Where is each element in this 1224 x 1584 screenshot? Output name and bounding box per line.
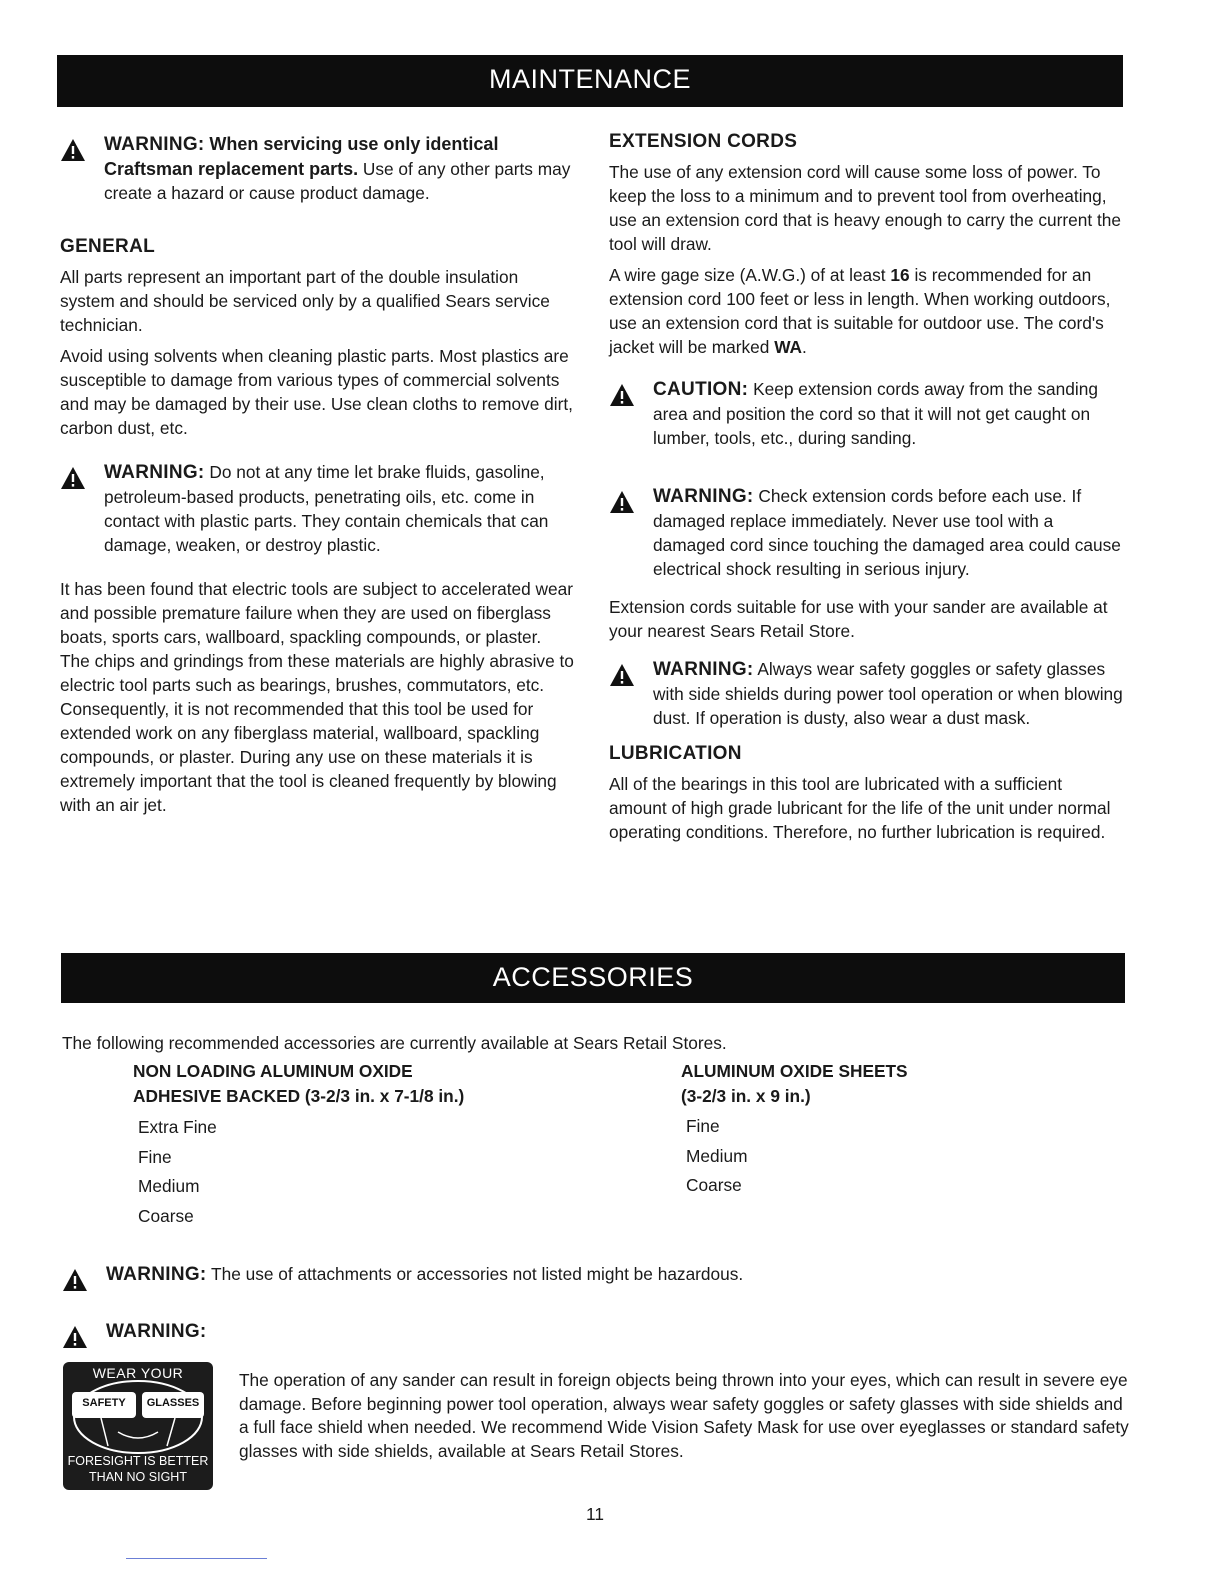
badge-bottom-text-1: FORESIGHT IS BETTER <box>67 1454 209 1468</box>
warning-text: The use of attachments or accessories not listed might be hazardous. <box>206 1264 744 1284</box>
extension-availability: Extension cords suitable for use with your sander are available at your nearest Sears Retail Store. <box>609 597 1108 641</box>
warning-label: WARNING: <box>653 659 754 680</box>
list-item: Coarse <box>138 1205 194 1226</box>
warning-safety-goggles <box>609 657 1124 730</box>
right-heading-2: (3-2/3 in. x 9 in.) <box>681 1086 811 1106</box>
warning-label: WARNING: <box>653 486 754 507</box>
maintenance-header <box>57 55 1123 107</box>
extension-p2-end: . <box>802 337 807 357</box>
caution-text: Keep extension cords away from the sanding area and position the cord so that it will not get caught on lumber, tools, etc., during sanding. <box>653 379 1098 448</box>
extension-p2-text-a: A wire gage size (A.W.G.) of at least <box>609 265 891 285</box>
warning-bold-text: When servicing use only identical Craftsman replacement parts. <box>104 134 499 179</box>
warning-text: Check extension cords before each use. If damaged replace immediately. Never use tool with a damaged cord since touching the damaged area could cause electrical shock resulting in serious injury. <box>653 486 1121 579</box>
warning-attachments <box>62 1262 1122 1287</box>
accessories-intro: The following recommended accessories are currently available at Sears Retail Stores. <box>62 1033 727 1053</box>
warning-label: WARNING: <box>104 462 205 483</box>
warning-triangle-icon <box>609 663 635 687</box>
accessories-right-list <box>681 1059 1101 1203</box>
list-item: Coarse <box>686 1175 742 1195</box>
caution-cord-position <box>609 377 1124 450</box>
badge-safety-word: SAFETY <box>82 1397 126 1409</box>
maintenance-right-column <box>609 130 1124 851</box>
general-heading: GENERAL <box>60 236 155 257</box>
list-item: Fine <box>138 1146 172 1167</box>
warning-triangle-icon <box>62 1268 88 1292</box>
warning-check-cords <box>609 484 1124 581</box>
warning-text: Do not at any time let brake fluids, gasoline, petroleum-based products, penetrating oils, etc. come in contact with plastic parts. They contain chemicals that can damage, weaken, or destroy plastic. <box>104 462 549 555</box>
list-item: Extra Fine <box>138 1117 217 1137</box>
extension-p2-text-b: is recommended for an extension cord 100 feet or less in length. When working outdoors, use an extension cord that is suitable for outdoor use. The cord's jacket will be marked <box>609 265 1111 357</box>
warning-label: WARNING: <box>106 1264 207 1285</box>
general-paragraph-1: All parts represent an important part of the double insulation system and should be serviced only by a qualified Sears service technician. <box>60 267 550 335</box>
fiberglass-paragraph: It has been found that electric tools are subject to accelerated wear and possible premature failure when they are used on fiberglass boats, sports cars, wallboard, spackling compounds, or plaster. The chips and grindings from these materials are highly abrasive to electric tool parts such as bearings, brushes, commutators, etc. Consequently, it is not recommended that this tool be used for extended work on any fiberglass material, wallboard, spackling compounds, or plaster. During any use on these materials it is extremely important that the tool is cleaned frequently by blowing with an air jet. <box>60 579 574 815</box>
left-heading-2: ADHESIVE BACKED (3-2/3 in. x 7-1/8 in.) <box>133 1086 465 1106</box>
list-item: Fine <box>686 1116 720 1136</box>
lubrication-paragraph: All of the bearings in this tool are lubricated with a sufficient amount of high grade lubricant for the life of the unit under normal operating conditions. Therefore, no further lubrication is required. <box>609 774 1111 842</box>
lubrication-heading: LUBRICATION <box>609 743 742 764</box>
warning-replacement-parts <box>60 132 575 205</box>
warning-triangle-icon <box>60 138 86 162</box>
warning-triangle-icon <box>62 1325 88 1349</box>
warning-text: Use of any other parts may create a hazard or cause product damage. <box>104 159 571 203</box>
page-number: 11 <box>586 1504 604 1524</box>
accessories-header <box>61 953 1125 1003</box>
warning-text: Always wear safety goggles or safety glasses with side shields during power tool operation or when blowing dust. If operation is dusty, also wear a dust mask. <box>653 659 1123 728</box>
accessories-title: ACCESSORIES <box>492 962 694 992</box>
safety-glasses-badge <box>63 1362 213 1490</box>
list-item: Medium <box>138 1176 200 1196</box>
extension-paragraph-1: The use of any extension cord will cause some loss of power. To keep the loss to a minimum and to prevent tool from overheating, use an extension cord that is heavy enough to carry the current the tool will draw. <box>609 162 1122 254</box>
extension-paragraph-2 <box>609 263 1124 359</box>
warning-triangle-icon <box>60 466 86 490</box>
badge-glasses-word: GLASSES <box>146 1397 200 1409</box>
wa-marking: WA <box>774 337 803 357</box>
maintenance-left-column <box>60 132 575 824</box>
caution-label: CAUTION: <box>653 379 749 400</box>
badge-bottom-text-2: THAN NO SIGHT <box>89 1470 187 1484</box>
warning-triangle-icon <box>609 490 635 514</box>
warning-eye-protection <box>62 1319 462 1344</box>
general-paragraph-2: Avoid using solvents when cleaning plastic parts. Most plastics are susceptible to damage from various types of commercial solvents and may be damaged by their use. Use clean cloths to remove dirt, carbon dust, etc. <box>60 346 573 438</box>
left-heading-1: NON LOADING ALUMINUM OXIDE <box>133 1061 413 1081</box>
warning-label: WARNING: <box>104 134 205 155</box>
badge-top-text: WEAR YOUR <box>92 1365 184 1381</box>
warning-brake-fluids <box>60 460 575 557</box>
eye-protection-paragraph: The operation of any sander can result in foreign objects being thrown into your eyes, which can result in severe eye damage. Before beginning power tool operation, always wear safety goggles or safety glasses with side shields and a full face shield when needed. We recommend Wide Vision Safety Mask for use over eyeglasses or standard safety glasses with side shields, available at Sears Retail Stores. <box>239 1370 1129 1461</box>
awg-number: 16 <box>890 265 910 285</box>
maintenance-title: MAINTENANCE <box>488 64 691 94</box>
accessories-left-list <box>133 1059 633 1233</box>
list-item: Medium <box>686 1145 748 1166</box>
warning-label: WARNING: <box>106 1321 207 1342</box>
right-heading-1: ALUMINUM OXIDE SHEETS <box>681 1061 908 1081</box>
extension-cords-heading: EXTENSION CORDS <box>609 131 798 152</box>
bottom-rule <box>126 1558 267 1559</box>
warning-triangle-icon <box>609 383 635 407</box>
